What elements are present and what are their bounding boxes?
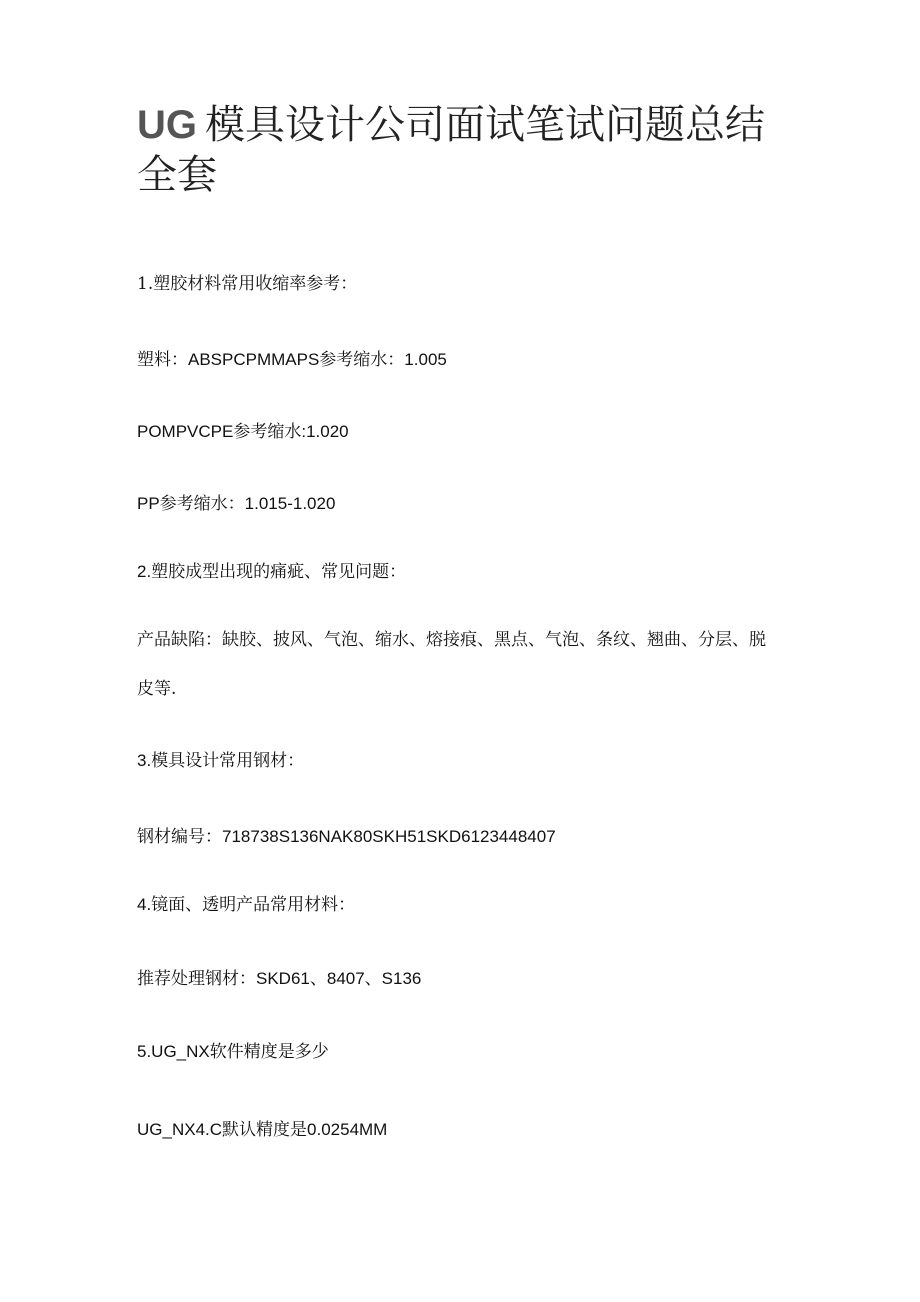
heading-ug-precision: 5.UG_NX软件精度是多少 — [137, 1042, 329, 1061]
defects-list: 产品缺陷：缺胶、披风、气泡、缩水、熔接痕、黑点、气泡、条纹、翘曲、分层、脱皮等. — [137, 630, 766, 699]
heading-defects: 2.塑胶成型出现的痛疵、常见问题： — [137, 562, 407, 581]
heading-mirror-materials: 4.镜面、透明产品常用材料： — [137, 895, 356, 914]
heading-shrinkage: 1.塑胶材料常用收缩率参考： — [137, 274, 358, 294]
page-title — [137, 100, 777, 200]
ug-precision-value: UG_NX4.C默认精度是0.0254MM — [137, 1120, 388, 1139]
shrinkage-pom-group: POMPVCPE参考缩水:1.020 — [137, 422, 349, 441]
title-latin-part: UG — [137, 103, 197, 147]
heading-steels: 3.模具设计常用钢材： — [137, 751, 305, 770]
shrinkage-pp: PP参考缩水：1.015-1.020 — [137, 494, 336, 513]
recommended-steels: 推荐处理钢材：SKD61、8407、S136 — [137, 969, 422, 988]
steel-codes: 钢材编号：718738S136NAK80SKH51SKD6123448407 — [137, 827, 556, 846]
shrinkage-abs-group: 塑料：ABSPCPMMAPS参考缩水：1.005 — [137, 350, 447, 369]
title-cjk-part: 模具设计公司面试笔试问题总结全套 — [137, 102, 765, 198]
